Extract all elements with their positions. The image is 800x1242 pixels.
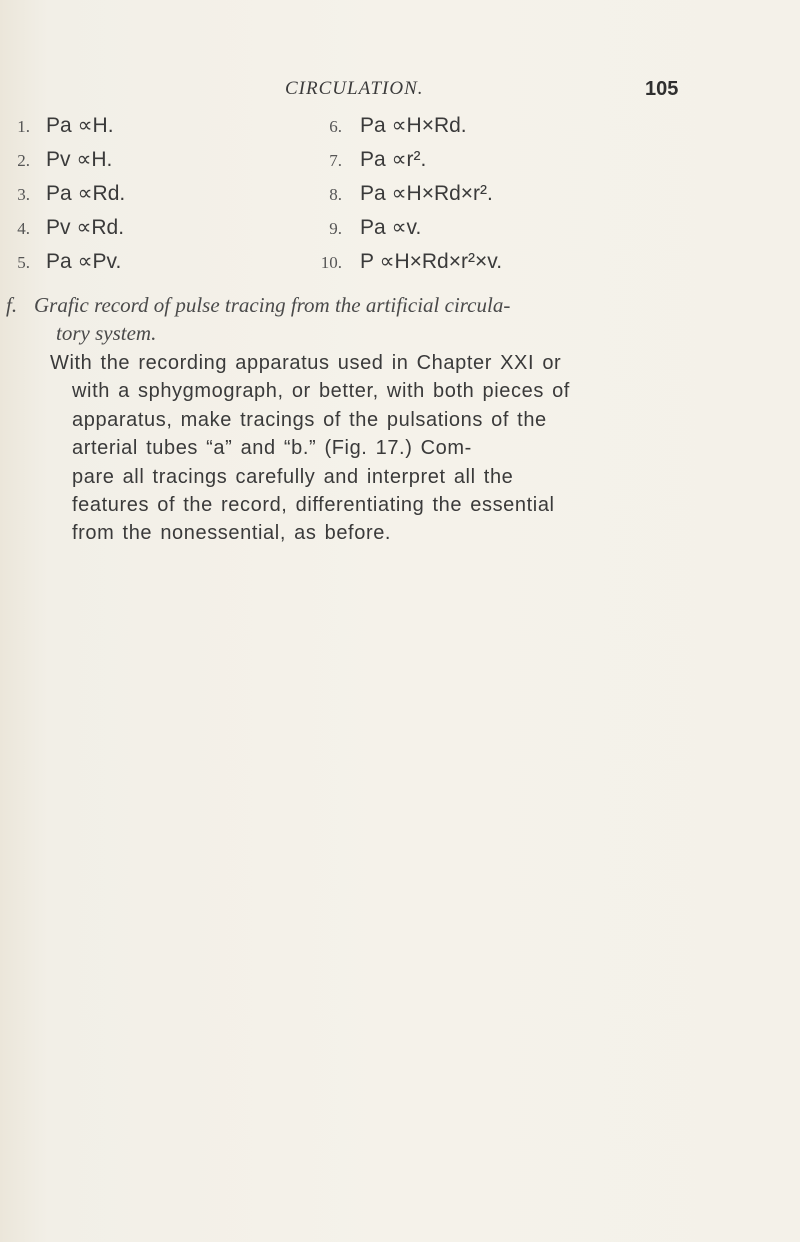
formula-item xyxy=(300,113,467,139)
paragraph-line: apparatus, make tracings of the pulsations of the xyxy=(72,408,547,431)
paragraph-line: pare all tracings carefully and interpret all the xyxy=(72,465,514,488)
section-title-line2: tory system. xyxy=(56,321,157,345)
formula-item xyxy=(300,181,493,207)
running-title: CIRCULATION. xyxy=(285,78,424,99)
formula-item xyxy=(6,147,112,173)
formula-item xyxy=(6,181,125,207)
formula-number: 1. xyxy=(17,117,30,136)
formula-number: 3. xyxy=(17,185,30,204)
formula-number: 6. xyxy=(329,117,342,136)
running-head xyxy=(0,78,800,108)
paragraph-line: With the recording apparatus used in Chapter XXI or xyxy=(50,352,562,374)
formula-item xyxy=(6,215,124,241)
paragraph-line: with a sphygmograph, or better, with both pieces of xyxy=(72,380,570,403)
formula-expression: Pa ∝H×Rd×r². xyxy=(360,182,493,205)
formula-number: 7. xyxy=(329,151,342,170)
formula-expression: Pa ∝H×Rd. xyxy=(360,114,467,137)
formula-expression: Pa ∝v. xyxy=(360,216,422,239)
formula-expression: Pa ∝Rd. xyxy=(46,182,126,205)
formula-expression: Pa ∝Pv. xyxy=(46,250,122,273)
formula-expression: Pv ∝H. xyxy=(46,148,113,171)
paragraph-line: arterial tubes “a” and “b.” (Fig. 17.) Com- xyxy=(72,437,472,460)
formula-number: 9. xyxy=(329,219,342,238)
section-marker: f. xyxy=(6,293,18,317)
formula-expression: Pa ∝r². xyxy=(360,148,427,171)
formula-number: 2. xyxy=(17,151,30,170)
section-title-line1: Grafic record of pulse tracing from the artificial circula- xyxy=(34,293,511,317)
paragraph-line: features of the record, differentiating the essential xyxy=(72,494,555,517)
formula-item xyxy=(300,215,421,241)
formula-number: 4. xyxy=(17,219,30,238)
page-number: 105 xyxy=(645,78,679,100)
formula-expression: P ∝H×Rd×r²×v. xyxy=(360,250,503,273)
formula-number: 8. xyxy=(329,185,342,204)
formula-number: 10. xyxy=(320,253,342,272)
body-paragraph xyxy=(50,349,690,548)
formula-item xyxy=(300,249,502,275)
formula-expression: Pa ∝H. xyxy=(46,114,114,137)
formula-item xyxy=(6,113,114,139)
formula-number: 5. xyxy=(17,253,30,272)
formula-expression: Pv ∝Rd. xyxy=(46,216,125,239)
formula-item xyxy=(300,147,426,173)
paragraph-line: from the nonessential, as before. xyxy=(72,522,392,545)
formula-item xyxy=(6,249,121,275)
section-heading xyxy=(6,291,766,347)
